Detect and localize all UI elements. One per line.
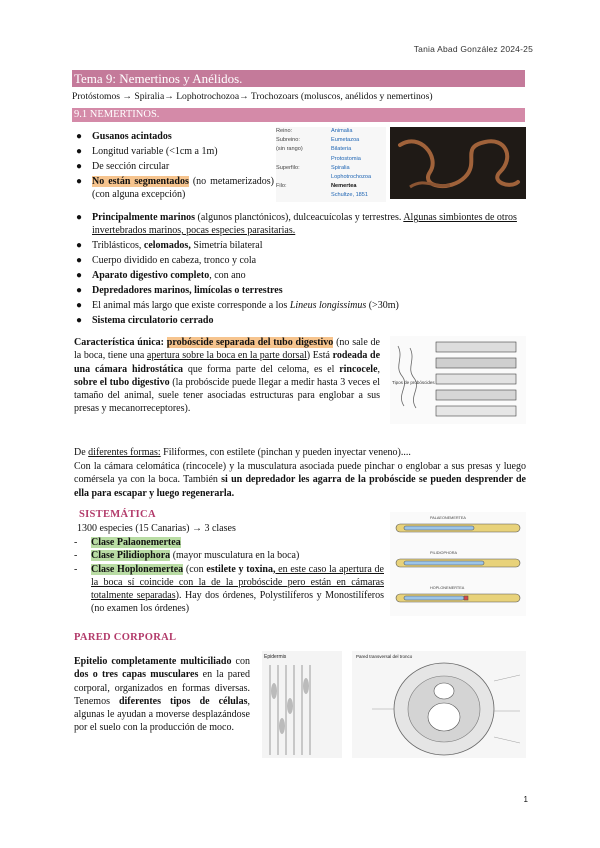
- list-item: ● Triblásticos, celomados, Simetría bilateral: [76, 240, 263, 251]
- coelom-paragraph: Con la cámara celomática (rincocele) y la musculatura asociada puede pinchar o englobar a sus presas y luego comérsela ya con la boca. También si un depredador les agarra de la probóscide se pueden desprender de ella para escapar y luego regenerarla.: [74, 461, 526, 499]
- page-title: Tema 9: Nemertinos y Anélidos.: [72, 70, 525, 87]
- nemertean-photo: [390, 127, 526, 199]
- list-item: - Clase Pilidiophora (mayor musculatura en la boca): [74, 550, 300, 562]
- list-item: ● Aparato digestivo completo, con ano: [76, 270, 246, 281]
- section-heading: 9.1 NEMERTINOS.: [72, 108, 525, 122]
- author-header: Tania Abad González 2024-25: [413, 44, 533, 54]
- list-item: ● Principalmente marinos (algunos planctónicos), dulceacuícolas y terrestres. Algunas simbiontes de otros invertebrados marinos, pocas especies parasitarias.: [76, 212, 517, 236]
- top-bullet-list: [74, 130, 274, 203]
- body-wall-heading: PARED CORPORAL: [74, 632, 177, 643]
- phylogeny-line: Protóstomos → Spiralia→ Lophotrochozoa→ Trochozoars (moluscos, anélidos y nemertinos): [72, 91, 433, 102]
- class-label-3: HOPLONEMERTEA: [430, 586, 465, 590]
- class-label-1: PALAEONEMERTEA: [430, 516, 466, 520]
- proboscis-label: Tipos de probóscides: [392, 380, 435, 385]
- class-label-2: PILIDIOPHORA: [430, 551, 458, 555]
- systematics-heading: SISTEMÁTICA: [79, 509, 156, 520]
- list-item: ● Cuerpo dividido en cabeza, tronco y cola: [76, 255, 257, 266]
- epidermis-label: Epidermis: [264, 654, 287, 660]
- proboscis-paragraph: Característica única: probóscide separada del tubo digestivo (no sale de la boca, tiene una apertura sobre la boca en la parte dorsal) Está rodeada de una cámara hidrostática que forma parte del celoma, es el rincocele, sobre el tubo digestivo (la probóscide puede llegar a medir hasta 3 veces el tamaño del animal, suele tener asociadas estructuras para englobar a sus presas y mecanorreceptores).: [74, 337, 381, 415]
- feature-bullet-list: [74, 211, 526, 329]
- nemertean-classes-figure: [390, 512, 526, 616]
- list-item: - Clase Palaonemertea: [74, 537, 181, 548]
- epidermis-figure: [262, 651, 342, 758]
- list-item: ● El animal más largo que existe corresponde a los Lineus longissimus (>30m): [76, 300, 399, 311]
- body-wall-paragraph: Epitelio completamente multiciliado con dos o tres capas musculares en la pared corporal, organizados en formas diversas. Tenemos diferentes tipos de células, algunas le ayudan a moverse desplazándose por el suelo con la producción de moco.: [74, 656, 250, 734]
- page-number: 1: [523, 795, 528, 804]
- list-item: ● No están segmentados (no metamerizados) (con alguna excepción): [76, 176, 275, 200]
- section-label: Pared transversal del tronco: [356, 654, 413, 659]
- class-list: [74, 536, 384, 616]
- forms-line: De diferentes formas: Filiformes, con estilete (pinchan y pueden inyectar veneno)....: [74, 447, 411, 458]
- list-item: ● Sistema circulatorio cerrado: [76, 315, 214, 326]
- proboscis-types-figure: [390, 336, 526, 424]
- list-item: - Clase Hoplonemertea (con estilete y toxina, en este caso la apertura de la boca sí coincide con la de la probóscide pero están en cámaras totalmente separadas). Hay dos órdenes, Polystilíferos y Monostilíferos (no examen los órdenes): [74, 563, 384, 615]
- list-item: ● De sección circular: [76, 161, 170, 172]
- list-item: ● Depredadores marinos, limícolas o terrestres: [76, 285, 283, 296]
- list-item: ● Gusanos acintados: [76, 131, 172, 142]
- taxonomy-box: Reino: Animalia Subreino: Eumetazoa (sin rango) Bilateria Protostomia Superfilo: Spiralia Lophotrochozoa Filo: Nemertea Schultze, 1851: [276, 127, 386, 202]
- systematics-intro: 1300 especies (15 Canarias) → 3 clases: [77, 523, 236, 534]
- body-section-figure: [352, 651, 526, 758]
- list-item: ● Longitud variable (<1cm a 1m): [76, 146, 218, 157]
